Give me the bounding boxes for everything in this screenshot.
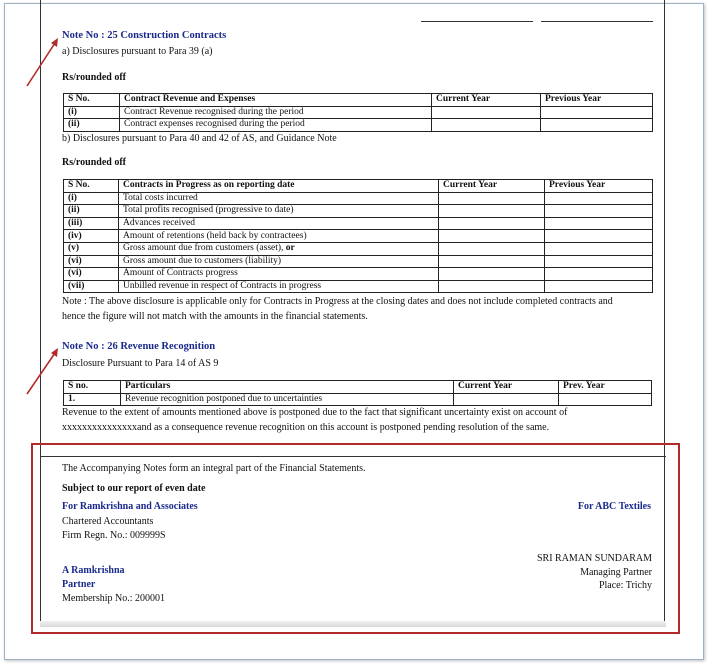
col-header-desc: Contract Revenue and Expenses xyxy=(120,94,432,107)
table-header-row xyxy=(64,94,653,107)
row-previous-year xyxy=(541,119,653,132)
row-current-year xyxy=(454,393,559,406)
signatory-left-title: Partner xyxy=(62,579,96,590)
row-sno: (iii) xyxy=(64,217,119,230)
note25-disclaimer-line1: Note : The above disclosure is applicable only for Contracts in Progress at the closing dates and does not include completed contracts and xyxy=(62,296,613,307)
highlight-box xyxy=(31,443,680,634)
note26-explanation-line2: xxxxxxxxxxxxxxxand as a consequence revenue recognition on this account is postponed pending resolution of the same. xyxy=(62,422,550,433)
row-desc: Total costs incurred xyxy=(119,192,439,205)
signatory-right-name: SRI RAMAN SUNDARAM xyxy=(536,553,652,564)
row-sno: (ii) xyxy=(64,205,119,218)
col-header-desc: Contracts in Progress as on reporting date xyxy=(119,180,439,193)
row-current-year xyxy=(439,255,545,268)
col-header-prev-year: Prev. Year xyxy=(559,381,652,394)
row-previous-year xyxy=(545,268,653,281)
row-desc: Unbilled revenue in respect of Contracts in progress xyxy=(119,280,439,293)
auditor-firm-name: For Ramkrishna and Associates xyxy=(62,501,198,512)
row-current-year xyxy=(432,119,541,132)
table-row xyxy=(64,280,653,293)
col-header-sno: S No. xyxy=(64,180,119,193)
row-previous-year xyxy=(545,192,653,205)
note25-disclaimer-line2: hence the figure will not match with the amounts in the financial statements. xyxy=(62,311,368,322)
row-sno: (ii) xyxy=(64,119,120,132)
table-row xyxy=(64,242,653,255)
row-current-year xyxy=(432,106,541,119)
note25-rs-rounded-1: Rs/rounded off xyxy=(62,72,126,83)
table-row xyxy=(64,268,653,281)
row-current-year xyxy=(439,230,545,243)
col-header-sno: S no. xyxy=(64,381,121,394)
table-row xyxy=(64,217,653,230)
row-desc: Amount of Contracts progress xyxy=(119,268,439,281)
note25-sub-a: a) Disclosures pursuant to Para 39 (a) xyxy=(62,46,213,57)
revenue-recognition-table xyxy=(63,380,652,406)
row-sno: 1. xyxy=(64,393,121,406)
col-header-current-year: Current Year xyxy=(439,180,545,193)
table-header-row xyxy=(64,381,652,394)
row-prev-year xyxy=(559,393,652,406)
row-desc: Advances received xyxy=(119,217,439,230)
row-previous-year xyxy=(545,242,653,255)
row-current-year xyxy=(439,192,545,205)
note26-title: Note No : 26 Revenue Recognition xyxy=(62,341,216,352)
row-current-year xyxy=(439,217,545,230)
row-sno: (vi) xyxy=(64,268,119,281)
row-desc xyxy=(119,242,439,255)
note26-explanation-line1: Revenue to the extent of amounts mentioned above is postponed due to the fact that significant uncertainty exist on account of xyxy=(62,407,568,418)
note25-rs-rounded-2: Rs/rounded off xyxy=(62,157,126,168)
note25-sub-b: b) Disclosures pursuant to Para 40 and 42 of AS, and Guidance Note xyxy=(62,133,337,144)
row-desc: Contract expenses recognised during the period xyxy=(120,119,432,132)
row-sno: (iv) xyxy=(64,230,119,243)
note26-sub: Disclosure Pursuant to Para 14 of AS 9 xyxy=(62,358,219,369)
table-row xyxy=(64,255,653,268)
table-row xyxy=(64,119,653,132)
top-rule-right xyxy=(541,21,653,22)
row-sno: (i) xyxy=(64,192,119,205)
row-sno: (v) xyxy=(64,242,119,255)
table-row xyxy=(64,230,653,243)
row-desc: Revenue recognition postponed due to uncertainties xyxy=(121,393,454,406)
place: Place: Trichy xyxy=(598,580,652,591)
row-sno: (vii) xyxy=(64,280,119,293)
row-desc: Amount of retentions (held back by contractees) xyxy=(119,230,439,243)
row-desc: Gross amount due to customers (liability) xyxy=(119,255,439,268)
row-desc-bold: or xyxy=(285,243,295,254)
table-header-row xyxy=(64,180,653,193)
row-current-year xyxy=(439,268,545,281)
row-current-year xyxy=(439,280,545,293)
accompanying-notes-text: The Accompanying Notes form an integral part of the Financial Statements. xyxy=(62,463,366,474)
row-previous-year xyxy=(545,255,653,268)
row-desc: Contract Revenue recognised during the period xyxy=(120,106,432,119)
auditor-firm-regn: Firm Regn. No.: 009999S xyxy=(62,530,166,541)
row-current-year xyxy=(439,242,545,255)
company-name: For ABC Textiles xyxy=(577,501,651,512)
row-previous-year xyxy=(545,205,653,218)
row-previous-year xyxy=(541,106,653,119)
col-header-sno: S No. xyxy=(64,94,120,107)
table-row xyxy=(64,192,653,205)
contract-revenue-table xyxy=(63,93,653,132)
row-sno: (vi) xyxy=(64,255,119,268)
row-desc: Total profits recognised (progressive to date) xyxy=(119,205,439,218)
row-previous-year xyxy=(545,230,653,243)
row-previous-year xyxy=(545,280,653,293)
col-header-previous-year: Previous Year xyxy=(541,94,653,107)
row-previous-year xyxy=(545,217,653,230)
row-current-year xyxy=(439,205,545,218)
col-header-current-year: Current Year xyxy=(432,94,541,107)
col-header-current-year: Current Year xyxy=(454,381,559,394)
table-row xyxy=(64,106,653,119)
table-row xyxy=(64,205,653,218)
membership-number: Membership No.: 200001 xyxy=(62,593,166,604)
auditor-firm-type: Chartered Accountants xyxy=(62,516,154,527)
signatory-left-name: A Ramkrishna xyxy=(62,565,125,576)
subject-to-report: Subject to our report of even date xyxy=(62,483,206,494)
contracts-in-progress-table xyxy=(63,179,653,293)
row-sno: (i) xyxy=(64,106,120,119)
col-header-previous-year: Previous Year xyxy=(545,180,653,193)
top-rule-left xyxy=(421,21,533,22)
table-row xyxy=(64,393,652,406)
note25-title: Note No : 25 Construction Contracts xyxy=(62,30,227,41)
signatory-right-title: Managing Partner xyxy=(580,567,652,578)
row-desc-text: Gross amount due from customers (asset), xyxy=(123,243,286,254)
col-header-particulars: Particulars xyxy=(121,381,454,394)
